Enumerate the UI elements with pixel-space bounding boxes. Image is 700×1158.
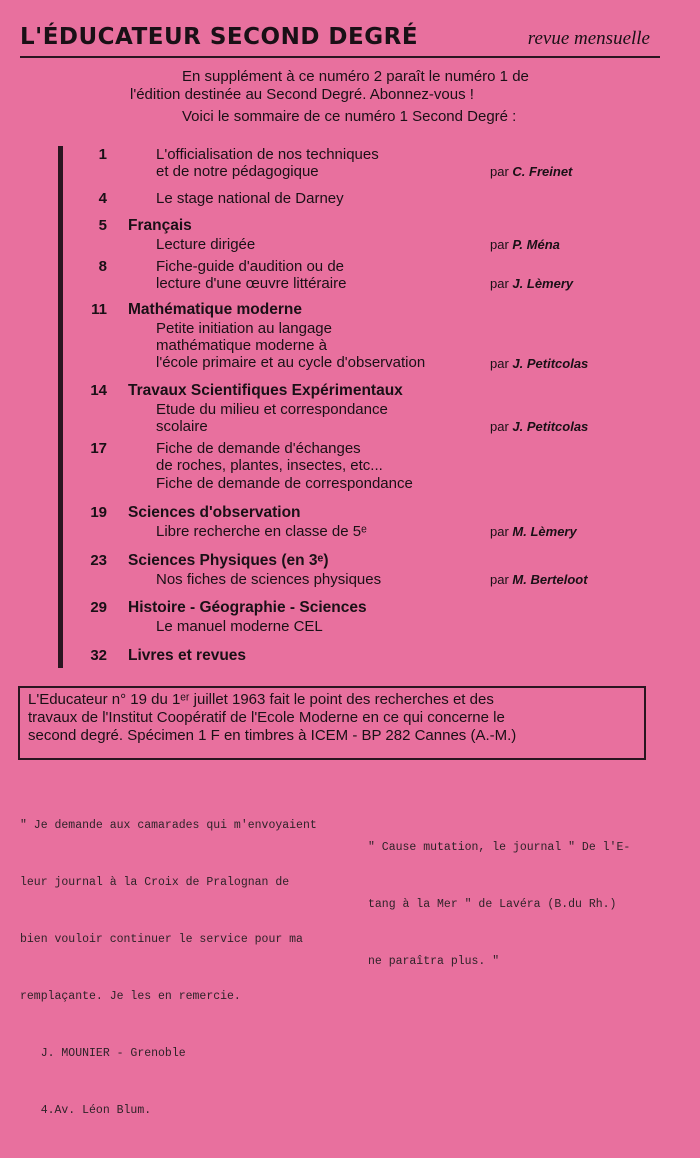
page-number: 11 [91,301,107,318]
author-name: J. Petitcolas [512,419,589,434]
intro-line: Voici le sommaire de ce numéro 1 Second Degré : [182,108,517,125]
page-number: 14 [90,382,107,399]
section-heading: Mathématique moderne [128,301,302,318]
author-credit [490,419,588,434]
author-name: M. Lèmery [512,524,577,539]
section-heading: Histoire - Géographie - Sciences [128,599,367,616]
by-label: par [490,419,509,434]
masthead-title: L'ÉDUCATEUR SECOND DEGRÉ [20,24,419,50]
article-title: l'école primaire et au cycle d'observation [156,354,426,371]
typed-line: bien vouloir continuer le service pour ma [20,933,303,946]
typed-note-right [368,800,630,1009]
intro-paragraph [130,68,660,126]
author-credit [490,164,572,179]
article-title: scolaire [156,418,208,435]
by-label: par [490,164,509,179]
author-name: P. Ména [512,237,560,252]
author-credit [490,524,577,539]
typed-line: " Cause mutation, le journal " De l'E- [368,841,631,854]
article-title: et de notre pédagogique [156,163,319,180]
typed-line: leur journal à la Croix de Pralognan de [20,876,290,889]
masthead-subtitle: revue mensuelle [527,28,650,49]
author-credit [490,572,588,587]
article-title: mathématique moderne à [156,337,327,354]
article-title: L'officialisation de nos techniques [156,146,379,163]
notice-line: second degré. Spécimen 1 F en timbres à ICEM - BP 282 Cannes (A.-M.) [28,727,517,744]
typed-line: ne paraîtra plus. " [368,955,500,968]
typed-line: " Je demande aux camarades qui m'envoyaient [20,819,317,832]
masthead [20,24,660,58]
section-heading: Français [128,217,192,234]
notice-text [28,691,640,745]
article-title: Fiche-guide d'audition ou de [156,258,344,275]
article-title: Fiche de demande de correspondance [156,475,413,492]
author-credit [490,276,573,291]
article-title: Nos fiches de sciences physiques [156,571,382,588]
author-name: M. Berteloot [512,572,588,587]
article-title: Fiche de demande d'échanges [156,440,361,457]
page-number: 29 [90,599,107,616]
section-heading: Sciences Physiques (en 3ᵉ) [128,552,329,569]
typed-line: tang à la Mer " de Lavéra (B.du Rh.) [368,898,617,911]
author-name: J. Lèmery [512,276,574,291]
page-number: 4 [98,190,107,207]
by-label: par [490,237,509,252]
author-name: J. Petitcolas [512,356,589,371]
intro-line: En supplément à ce numéro 2 paraît le numéro 1 de [182,68,529,85]
author-name: C. Freinet [512,164,573,179]
article-title: Lecture dirigée [156,236,256,253]
intro-line: l'édition destinée au Second Degré. Abonnez-vous ! [130,86,474,103]
typed-line: remplaçante. Je les en remercie. [20,990,241,1003]
typed-note-left [20,778,317,1158]
article-title: Libre recherche en classe de 5ᵉ [156,523,367,540]
table-of-contents [58,146,623,668]
page-number: 1 [98,146,107,163]
typed-line: 4.Av. Léon Blum. [20,1104,152,1117]
notice-line: travaux de l'Institut Coopératif de l'Ecole Moderne en ce qui concerne le [28,709,505,726]
article-title: Petite initiation au langage [156,320,332,337]
author-credit [490,356,588,371]
page-number: 8 [98,258,107,275]
article-title: Le stage national de Darney [156,190,344,207]
section-heading: Livres et revues [128,647,247,664]
article-title: de roches, plantes, insectes, etc... [156,457,383,474]
page-number: 32 [90,647,107,664]
article-title: Le manuel moderne CEL [156,618,323,635]
page-number: 23 [90,552,107,569]
notice-line: L'Educateur n° 19 du 1ᵉʳ juillet 1963 fait le point des recherches et des [28,691,494,708]
article-title: lecture d'une œuvre littéraire [156,275,347,292]
page-number: 19 [90,504,107,521]
page-number: 5 [98,217,107,234]
section-heading: Sciences d'observation [128,504,301,521]
page-number: 17 [90,440,107,457]
typed-line: J. MOUNIER - Grenoble [20,1047,186,1060]
article-title: Etude du milieu et correspondance [156,401,388,418]
notice-box [18,686,646,760]
by-label: par [490,356,509,371]
by-label: par [490,524,509,539]
author-credit [490,237,560,252]
section-heading: Travaux Scientifiques Expérimentaux [128,382,403,399]
by-label: par [490,276,509,291]
by-label: par [490,572,509,587]
